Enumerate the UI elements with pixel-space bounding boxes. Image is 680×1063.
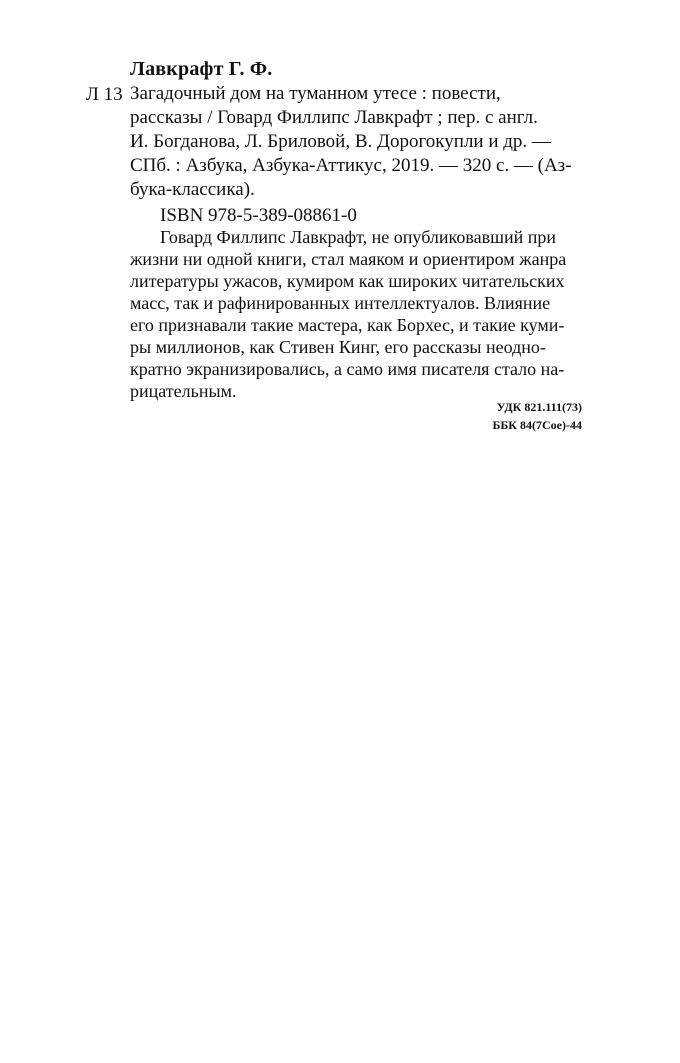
description-line: Загадочный дом на туманном утесе : повести,	[130, 83, 501, 104]
annotation-line: рицательным.	[130, 381, 237, 401]
description-line: бука-классика).	[130, 179, 255, 200]
udk-code: УДК 821.111(73)	[496, 400, 582, 414]
annotation-line: ры миллионов, как Стивен Кинг, его рассказы неодно-	[130, 337, 546, 357]
author-heading: Лавкрафт Г. Ф.	[130, 58, 273, 80]
isbn: ISBN 978-5-389-08861-0	[160, 205, 357, 226]
description-line: рассказы / Говард Филлипс Лавкрафт ; пер. с англ.	[130, 107, 538, 128]
description-line: СПб. : Азбука, Азбука-Аттикус, 2019. — 320 с. — (Аз-	[130, 155, 572, 176]
annotation-line: его признавали такие мастера, как Борхес, и такие куми-	[130, 315, 565, 335]
annotation-line: жизни ни одной книги, стал маяком и ориентиром жанра	[130, 249, 567, 269]
annotation-line: Говард Филлипс Лавкрафт, не опубликовавший при	[160, 227, 556, 247]
annotation-line: масс, так и рафинированных интеллектуалов. Влияние	[130, 293, 551, 313]
description-line: И. Богданова, Л. Бриловой, В. Дорогокупли и др. —	[130, 131, 551, 152]
annotation-line: литературы ужасов, кумиром как широких читательских	[130, 271, 565, 291]
author-sign-code: Л 13	[86, 84, 123, 105]
annotation-line: кратно экранизировались, а само имя писателя стало на-	[130, 359, 565, 379]
bbk-code: ББК 84(7Сое)-44	[492, 418, 582, 432]
